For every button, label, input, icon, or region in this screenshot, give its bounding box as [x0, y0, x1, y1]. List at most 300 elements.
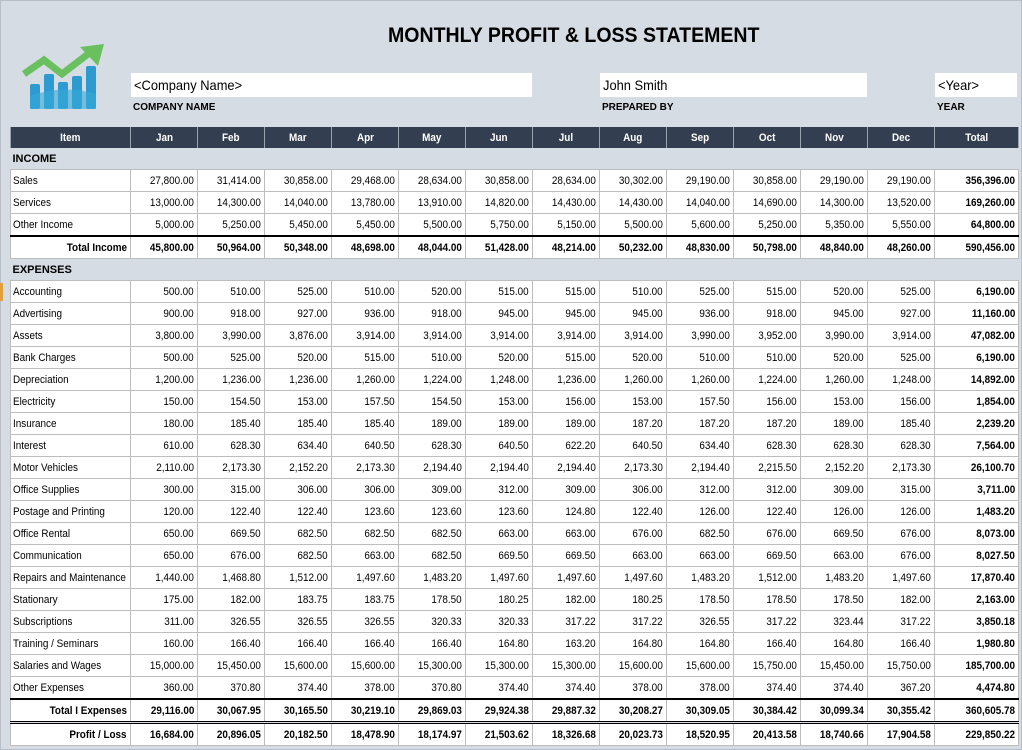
cell-total[interactable] — [935, 236, 1019, 259]
cell-feb[interactable] — [198, 655, 265, 677]
cell-sep[interactable] — [667, 170, 734, 192]
cell-nov[interactable] — [801, 501, 868, 523]
cell-feb[interactable] — [198, 303, 265, 325]
cell-jun[interactable] — [466, 347, 533, 369]
cell-may[interactable] — [399, 413, 466, 435]
cell-mar[interactable] — [265, 391, 332, 413]
cell-apr[interactable] — [332, 633, 399, 655]
cell-aug[interactable] — [600, 435, 667, 457]
cell-mar[interactable] — [265, 281, 332, 303]
row-label[interactable] — [11, 479, 131, 501]
column-header-oct[interactable] — [734, 127, 801, 148]
cell-feb[interactable] — [198, 435, 265, 457]
cell-feb[interactable] — [198, 457, 265, 479]
cell-sep[interactable] — [667, 567, 734, 589]
cell-oct[interactable] — [734, 611, 801, 633]
cell-dec[interactable] — [868, 633, 935, 655]
cell-sep[interactable] — [667, 369, 734, 391]
cell-may[interactable] — [399, 281, 466, 303]
cell-jun[interactable] — [466, 699, 533, 723]
cell-oct[interactable] — [734, 369, 801, 391]
row-label[interactable] — [11, 391, 131, 413]
cell-jan[interactable] — [131, 457, 198, 479]
cell-dec[interactable] — [868, 567, 935, 589]
cell-total[interactable] — [935, 567, 1019, 589]
cell-dec[interactable] — [868, 677, 935, 700]
cell-aug[interactable] — [600, 192, 667, 214]
cell-jul[interactable] — [533, 523, 600, 545]
cell-jan[interactable] — [131, 435, 198, 457]
cell-aug[interactable] — [600, 347, 667, 369]
column-header-feb[interactable] — [198, 127, 265, 148]
cell-sep[interactable] — [667, 192, 734, 214]
cell-mar[interactable] — [265, 545, 332, 567]
cell-oct[interactable] — [734, 192, 801, 214]
cell-dec[interactable] — [868, 413, 935, 435]
cell-dec[interactable] — [868, 545, 935, 567]
cell-jan[interactable] — [131, 723, 198, 746]
cell-may[interactable] — [399, 325, 466, 347]
cell-oct[interactable] — [734, 303, 801, 325]
cell-feb[interactable] — [198, 723, 265, 746]
cell-sep[interactable] — [667, 236, 734, 259]
cell-total[interactable] — [935, 545, 1019, 567]
cell-jan[interactable] — [131, 170, 198, 192]
cell-oct[interactable] — [734, 567, 801, 589]
cell-dec[interactable] — [868, 435, 935, 457]
cell-total[interactable] — [935, 589, 1019, 611]
cell-jan[interactable] — [131, 545, 198, 567]
cell-dec[interactable] — [868, 325, 935, 347]
cell-apr[interactable] — [332, 655, 399, 677]
cell-total[interactable] — [935, 479, 1019, 501]
cell-aug[interactable] — [600, 457, 667, 479]
cell-sep[interactable] — [667, 457, 734, 479]
cell-mar[interactable] — [265, 589, 332, 611]
cell-oct[interactable] — [734, 170, 801, 192]
cell-jun[interactable] — [466, 281, 533, 303]
cell-aug[interactable] — [600, 545, 667, 567]
cell-nov[interactable] — [801, 633, 868, 655]
cell-oct[interactable] — [734, 236, 801, 259]
cell-feb[interactable] — [198, 369, 265, 391]
row-label[interactable] — [11, 655, 131, 677]
cell-jun[interactable] — [466, 723, 533, 746]
cell-total[interactable] — [935, 391, 1019, 413]
cell-sep[interactable] — [667, 501, 734, 523]
cell-sep[interactable] — [667, 523, 734, 545]
cell-aug[interactable] — [600, 589, 667, 611]
cell-apr[interactable] — [332, 523, 399, 545]
cell-nov[interactable] — [801, 325, 868, 347]
cell-oct[interactable] — [734, 479, 801, 501]
cell-jul[interactable] — [533, 325, 600, 347]
cell-jan[interactable] — [131, 699, 198, 723]
cell-oct[interactable] — [734, 655, 801, 677]
cell-oct[interactable] — [734, 281, 801, 303]
cell-aug[interactable] — [600, 369, 667, 391]
cell-apr[interactable] — [332, 236, 399, 259]
cell-sep[interactable] — [667, 655, 734, 677]
cell-mar[interactable] — [265, 633, 332, 655]
cell-jul[interactable] — [533, 391, 600, 413]
cell-oct[interactable] — [734, 699, 801, 723]
cell-nov[interactable] — [801, 457, 868, 479]
cell-feb[interactable] — [198, 236, 265, 259]
cell-dec[interactable] — [868, 214, 935, 237]
cell-aug[interactable] — [600, 723, 667, 746]
cell-oct[interactable] — [734, 589, 801, 611]
cell-aug[interactable] — [600, 633, 667, 655]
cell-jul[interactable] — [533, 633, 600, 655]
cell-oct[interactable] — [734, 214, 801, 237]
cell-nov[interactable] — [801, 723, 868, 746]
cell-jul[interactable] — [533, 170, 600, 192]
cell-oct[interactable] — [734, 523, 801, 545]
cell-aug[interactable] — [600, 567, 667, 589]
cell-may[interactable] — [399, 699, 466, 723]
cell-may[interactable] — [399, 236, 466, 259]
cell-jan[interactable] — [131, 347, 198, 369]
column-header-may[interactable] — [399, 127, 466, 148]
cell-total[interactable] — [935, 347, 1019, 369]
cell-sep[interactable] — [667, 391, 734, 413]
cell-aug[interactable] — [600, 611, 667, 633]
cell-total[interactable] — [935, 523, 1019, 545]
cell-total[interactable] — [935, 325, 1019, 347]
cell-aug[interactable] — [600, 325, 667, 347]
cell-sep[interactable] — [667, 325, 734, 347]
column-header-sep[interactable] — [667, 127, 734, 148]
cell-feb[interactable] — [198, 677, 265, 700]
cell-jan[interactable] — [131, 501, 198, 523]
cell-jan[interactable] — [131, 413, 198, 435]
cell-apr[interactable] — [332, 435, 399, 457]
cell-nov[interactable] — [801, 214, 868, 237]
cell-total[interactable] — [935, 303, 1019, 325]
cell-jun[interactable] — [466, 214, 533, 237]
cell-jun[interactable] — [466, 435, 533, 457]
cell-jun[interactable] — [466, 236, 533, 259]
cell-feb[interactable] — [198, 611, 265, 633]
cell-aug[interactable] — [600, 170, 667, 192]
cell-feb[interactable] — [198, 170, 265, 192]
row-label[interactable] — [11, 192, 131, 214]
cell-jan[interactable] — [131, 567, 198, 589]
cell-jun[interactable] — [466, 501, 533, 523]
cell-jan[interactable] — [131, 325, 198, 347]
cell-total[interactable] — [935, 723, 1019, 746]
cell-aug[interactable] — [600, 303, 667, 325]
cell-total[interactable] — [935, 413, 1019, 435]
row-label[interactable] — [11, 347, 131, 369]
cell-total[interactable] — [935, 214, 1019, 237]
cell-nov[interactable] — [801, 677, 868, 700]
cell-jul[interactable] — [533, 655, 600, 677]
cell-dec[interactable] — [868, 501, 935, 523]
cell-sep[interactable] — [667, 633, 734, 655]
cell-aug[interactable] — [600, 501, 667, 523]
cell-jan[interactable] — [131, 633, 198, 655]
cell-apr[interactable] — [332, 170, 399, 192]
cell-apr[interactable] — [332, 369, 399, 391]
cell-may[interactable] — [399, 369, 466, 391]
cell-apr[interactable] — [332, 611, 399, 633]
cell-aug[interactable] — [600, 391, 667, 413]
row-label[interactable] — [11, 457, 131, 479]
cell-jan[interactable] — [131, 391, 198, 413]
cell-jan[interactable] — [131, 479, 198, 501]
cell-jan[interactable] — [131, 236, 198, 259]
cell-mar[interactable] — [265, 567, 332, 589]
cell-sep[interactable] — [667, 677, 734, 700]
row-label[interactable] — [11, 633, 131, 655]
cell-jan[interactable] — [131, 589, 198, 611]
row-label[interactable] — [11, 567, 131, 589]
cell-feb[interactable] — [198, 479, 265, 501]
cell-aug[interactable] — [600, 236, 667, 259]
cell-feb[interactable] — [198, 192, 265, 214]
cell-jan[interactable] — [131, 303, 198, 325]
cell-apr[interactable] — [332, 214, 399, 237]
cell-jul[interactable] — [533, 413, 600, 435]
cell-dec[interactable] — [868, 391, 935, 413]
cell-oct[interactable] — [734, 413, 801, 435]
cell-feb[interactable] — [198, 699, 265, 723]
cell-nov[interactable] — [801, 435, 868, 457]
cell-nov[interactable] — [801, 236, 868, 259]
cell-sep[interactable] — [667, 611, 734, 633]
row-label[interactable] — [11, 170, 131, 192]
cell-apr[interactable] — [332, 303, 399, 325]
cell-feb[interactable] — [198, 545, 265, 567]
row-label[interactable] — [11, 501, 131, 523]
cell-may[interactable] — [399, 723, 466, 746]
cell-feb[interactable] — [198, 567, 265, 589]
row-label[interactable] — [11, 303, 131, 325]
row-label[interactable] — [11, 545, 131, 567]
cell-nov[interactable] — [801, 413, 868, 435]
cell-nov[interactable] — [801, 369, 868, 391]
column-header-total[interactable] — [935, 127, 1019, 148]
cell-aug[interactable] — [600, 479, 667, 501]
cell-jun[interactable] — [466, 523, 533, 545]
cell-jun[interactable] — [466, 677, 533, 700]
cell-jul[interactable] — [533, 214, 600, 237]
column-header-jun[interactable] — [466, 127, 533, 148]
cell-jan[interactable] — [131, 192, 198, 214]
cell-aug[interactable] — [600, 214, 667, 237]
cell-jul[interactable] — [533, 611, 600, 633]
cell-may[interactable] — [399, 170, 466, 192]
cell-apr[interactable] — [332, 677, 399, 700]
cell-jun[interactable] — [466, 567, 533, 589]
cell-jan[interactable] — [131, 677, 198, 700]
cell-dec[interactable] — [868, 655, 935, 677]
cell-nov[interactable] — [801, 699, 868, 723]
cell-feb[interactable] — [198, 523, 265, 545]
cell-mar[interactable] — [265, 479, 332, 501]
cell-dec[interactable] — [868, 170, 935, 192]
cell-sep[interactable] — [667, 347, 734, 369]
cell-nov[interactable] — [801, 391, 868, 413]
row-label[interactable] — [11, 413, 131, 435]
cell-total[interactable] — [935, 633, 1019, 655]
cell-jul[interactable] — [533, 479, 600, 501]
cell-apr[interactable] — [332, 699, 399, 723]
cell-may[interactable] — [399, 192, 466, 214]
column-header-item[interactable] — [11, 127, 131, 148]
cell-nov[interactable] — [801, 303, 868, 325]
cell-apr[interactable] — [332, 545, 399, 567]
cell-oct[interactable] — [734, 435, 801, 457]
cell-jun[interactable] — [466, 369, 533, 391]
cell-may[interactable] — [399, 479, 466, 501]
cell-dec[interactable] — [868, 369, 935, 391]
cell-jun[interactable] — [466, 325, 533, 347]
cell-jun[interactable] — [466, 611, 533, 633]
row-label[interactable] — [11, 435, 131, 457]
cell-jul[interactable] — [533, 589, 600, 611]
row-label[interactable] — [11, 589, 131, 611]
cell-oct[interactable] — [734, 347, 801, 369]
cell-oct[interactable] — [734, 545, 801, 567]
cell-dec[interactable] — [868, 699, 935, 723]
cell-mar[interactable] — [265, 369, 332, 391]
cell-jan[interactable] — [131, 214, 198, 237]
cell-total[interactable] — [935, 699, 1019, 723]
cell-mar[interactable] — [265, 523, 332, 545]
cell-jun[interactable] — [466, 633, 533, 655]
cell-mar[interactable] — [265, 325, 332, 347]
cell-jul[interactable] — [533, 677, 600, 700]
row-label[interactable] — [11, 699, 131, 723]
column-header-mar[interactable] — [265, 127, 332, 148]
cell-feb[interactable] — [198, 589, 265, 611]
cell-jul[interactable] — [533, 545, 600, 567]
cell-jun[interactable] — [466, 192, 533, 214]
cell-nov[interactable] — [801, 545, 868, 567]
prepared-by-input[interactable] — [600, 73, 867, 97]
cell-jul[interactable] — [533, 435, 600, 457]
cell-nov[interactable] — [801, 479, 868, 501]
cell-mar[interactable] — [265, 723, 332, 746]
cell-oct[interactable] — [734, 457, 801, 479]
cell-mar[interactable] — [265, 170, 332, 192]
cell-dec[interactable] — [868, 236, 935, 259]
cell-sep[interactable] — [667, 435, 734, 457]
cell-jun[interactable] — [466, 391, 533, 413]
cell-jun[interactable] — [466, 479, 533, 501]
row-label[interactable] — [11, 236, 131, 259]
cell-nov[interactable] — [801, 192, 868, 214]
column-header-nov[interactable] — [801, 127, 868, 148]
cell-may[interactable] — [399, 303, 466, 325]
cell-feb[interactable] — [198, 391, 265, 413]
row-label[interactable] — [11, 677, 131, 700]
cell-jul[interactable] — [533, 369, 600, 391]
cell-nov[interactable] — [801, 655, 868, 677]
cell-mar[interactable] — [265, 611, 332, 633]
cell-sep[interactable] — [667, 699, 734, 723]
cell-nov[interactable] — [801, 611, 868, 633]
cell-jul[interactable] — [533, 347, 600, 369]
cell-jan[interactable] — [131, 523, 198, 545]
cell-apr[interactable] — [332, 501, 399, 523]
cell-feb[interactable] — [198, 325, 265, 347]
cell-dec[interactable] — [868, 723, 935, 746]
cell-dec[interactable] — [868, 303, 935, 325]
cell-sep[interactable] — [667, 589, 734, 611]
cell-may[interactable] — [399, 435, 466, 457]
cell-nov[interactable] — [801, 281, 868, 303]
cell-apr[interactable] — [332, 457, 399, 479]
cell-jun[interactable] — [466, 545, 533, 567]
cell-feb[interactable] — [198, 413, 265, 435]
cell-dec[interactable] — [868, 589, 935, 611]
cell-mar[interactable] — [265, 655, 332, 677]
cell-mar[interactable] — [265, 457, 332, 479]
cell-total[interactable] — [935, 170, 1019, 192]
cell-may[interactable] — [399, 567, 466, 589]
cell-feb[interactable] — [198, 214, 265, 237]
cell-mar[interactable] — [265, 303, 332, 325]
cell-may[interactable] — [399, 523, 466, 545]
cell-nov[interactable] — [801, 170, 868, 192]
cell-jul[interactable] — [533, 457, 600, 479]
cell-mar[interactable] — [265, 214, 332, 237]
cell-oct[interactable] — [734, 325, 801, 347]
cell-jul[interactable] — [533, 567, 600, 589]
cell-oct[interactable] — [734, 501, 801, 523]
column-header-jul[interactable] — [533, 127, 600, 148]
cell-may[interactable] — [399, 545, 466, 567]
row-label[interactable] — [11, 611, 131, 633]
cell-apr[interactable] — [332, 192, 399, 214]
row-label[interactable] — [11, 281, 131, 303]
cell-dec[interactable] — [868, 479, 935, 501]
cell-may[interactable] — [399, 677, 466, 700]
cell-mar[interactable] — [265, 699, 332, 723]
cell-apr[interactable] — [332, 281, 399, 303]
cell-feb[interactable] — [198, 281, 265, 303]
cell-may[interactable] — [399, 633, 466, 655]
cell-total[interactable] — [935, 501, 1019, 523]
cell-may[interactable] — [399, 347, 466, 369]
cell-may[interactable] — [399, 391, 466, 413]
cell-nov[interactable] — [801, 523, 868, 545]
cell-mar[interactable] — [265, 435, 332, 457]
cell-feb[interactable] — [198, 633, 265, 655]
cell-feb[interactable] — [198, 501, 265, 523]
cell-aug[interactable] — [600, 413, 667, 435]
cell-total[interactable] — [935, 435, 1019, 457]
cell-nov[interactable] — [801, 567, 868, 589]
column-header-jan[interactable] — [131, 127, 198, 148]
cell-jul[interactable] — [533, 192, 600, 214]
cell-may[interactable] — [399, 655, 466, 677]
cell-apr[interactable] — [332, 479, 399, 501]
cell-mar[interactable] — [265, 501, 332, 523]
cell-jun[interactable] — [466, 303, 533, 325]
cell-dec[interactable] — [868, 347, 935, 369]
cell-total[interactable] — [935, 677, 1019, 700]
row-label[interactable] — [11, 369, 131, 391]
cell-mar[interactable] — [265, 192, 332, 214]
cell-dec[interactable] — [868, 611, 935, 633]
cell-total[interactable] — [935, 281, 1019, 303]
cell-sep[interactable] — [667, 479, 734, 501]
